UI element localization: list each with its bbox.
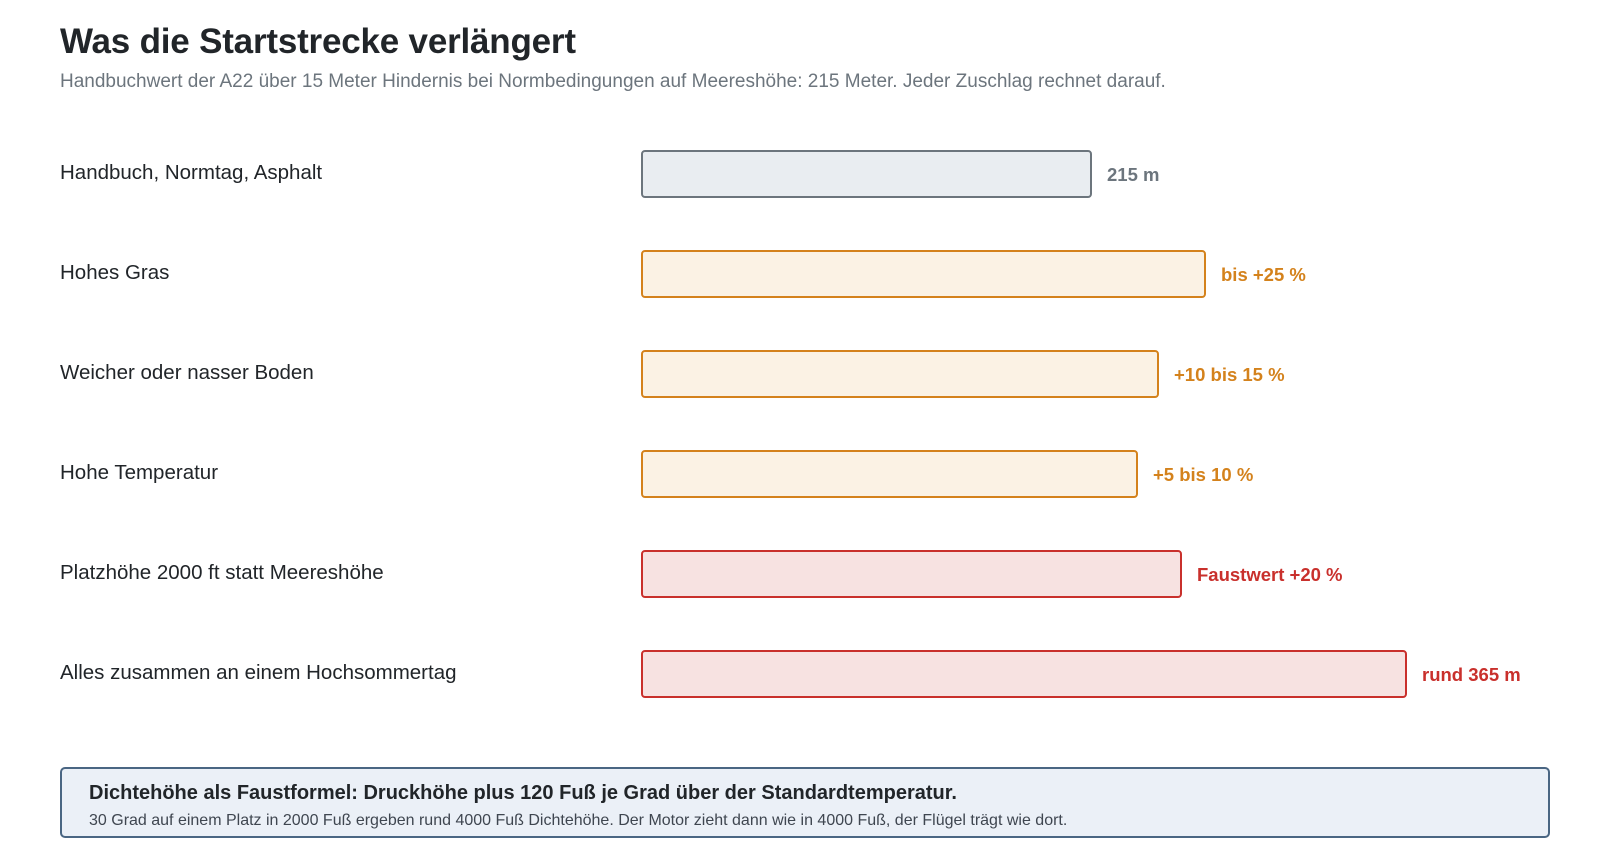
value-label: 215 m [1107, 164, 1160, 185]
bar-row [0, 250, 1600, 298]
category-label: Handbuch, Normtag, Asphalt [60, 161, 323, 184]
bar-row [0, 550, 1600, 598]
value-label: Faustwert +20 % [1197, 564, 1343, 585]
info-box-text: 30 Grad auf einem Platz in 2000 Fuß ergeben rund 4000 Fuß Dichtehöhe. Der Motor zieht dann wie in 4000 Fuß, der Flügel trägt wie dort. [89, 812, 1068, 829]
value-label: rund 365 m [1422, 664, 1521, 685]
category-label: Hohes Gras [60, 261, 170, 284]
bar [641, 550, 1182, 598]
bar-row [0, 350, 1600, 398]
value-label: +10 bis 15 % [1174, 364, 1285, 385]
bar [641, 350, 1159, 398]
category-label: Weicher oder nasser Boden [60, 361, 314, 384]
value-label: +5 bis 10 % [1153, 464, 1254, 485]
bar-row [0, 650, 1600, 698]
info-box [60, 767, 1550, 838]
bar [641, 450, 1138, 498]
bar [641, 250, 1206, 298]
bar-row [0, 150, 1600, 198]
bar-row [0, 450, 1600, 498]
category-label: Hohe Temperatur [60, 461, 219, 484]
category-label: Alles zusammen an einem Hochsommertag [60, 661, 457, 684]
chart-subtitle: Handbuchwert der A22 über 15 Meter Hindernis bei Normbedingungen auf Meereshöhe: 215 Meter. Jeder Zuschlag rechnet darauf. [60, 71, 1166, 92]
info-box-headline: Dichtehöhe als Faustformel: Druckhöhe plus 120 Fuß je Grad über der Standardtemperatur. [89, 782, 957, 804]
value-label: bis +25 % [1221, 264, 1306, 285]
bar [641, 150, 1092, 198]
chart-title: Was die Startstrecke verlängert [60, 22, 576, 61]
category-label: Platzhöhe 2000 ft statt Meereshöhe [60, 561, 384, 584]
bar [641, 650, 1407, 698]
